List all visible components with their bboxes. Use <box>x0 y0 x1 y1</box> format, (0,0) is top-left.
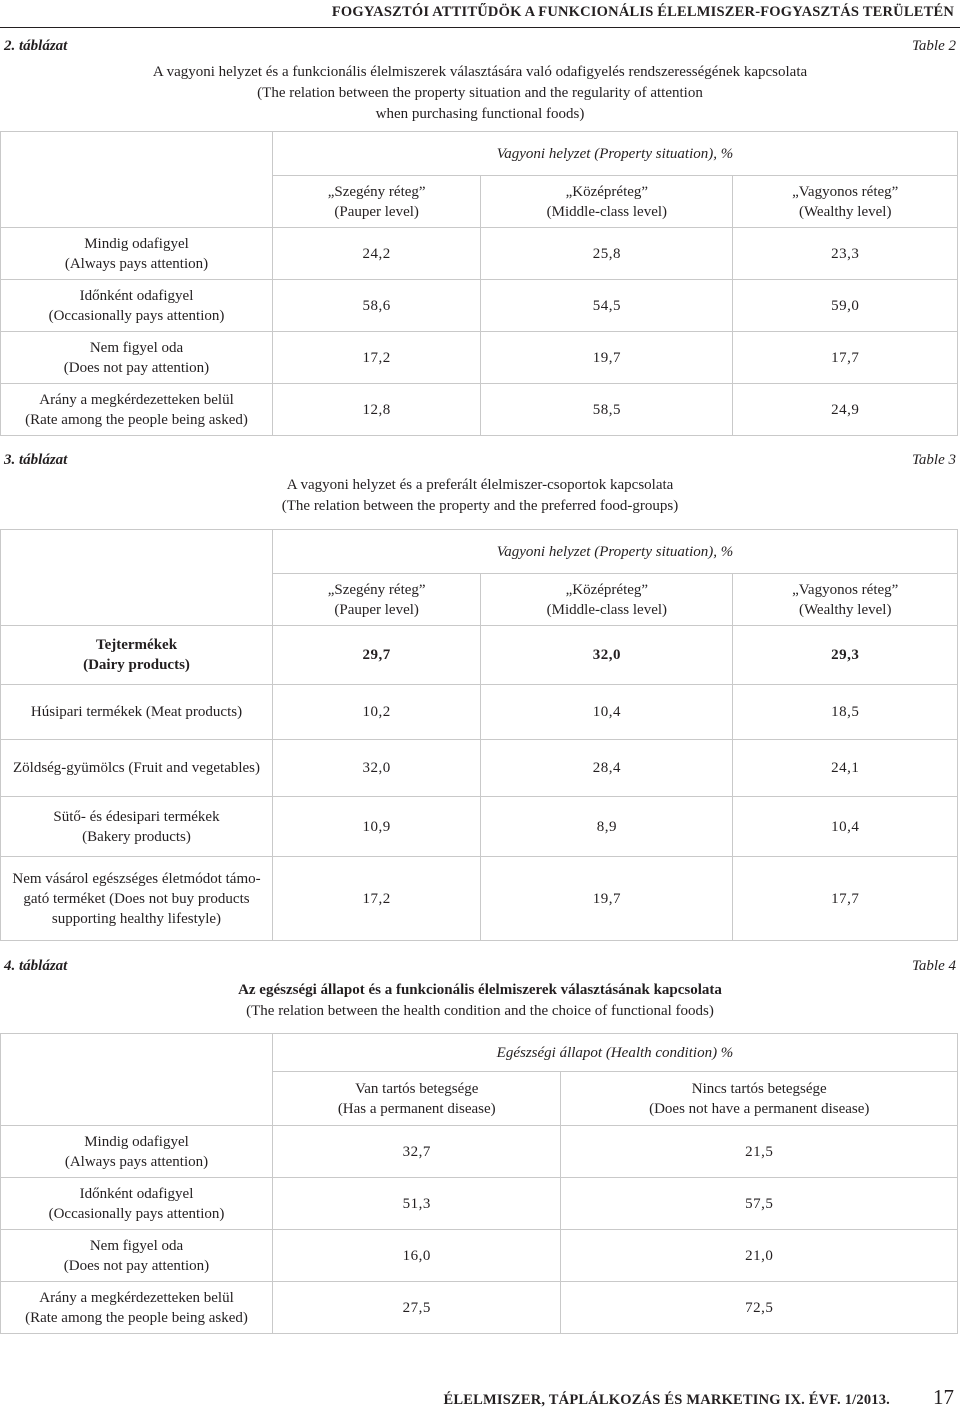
table4-label-hu: 4. táblázat <box>4 958 68 974</box>
cell: 19,7 <box>481 857 733 941</box>
table2-title-en-1: (The relation between the property situation and the regularity of attention <box>257 85 703 101</box>
table4-span-header: Egészségi állapot (Health condition) % <box>273 1034 958 1072</box>
cell: 29,3 <box>733 626 958 685</box>
cell: 21,5 <box>561 1126 958 1178</box>
cell: 17,7 <box>733 857 958 941</box>
cell: 28,4 <box>481 740 733 797</box>
cell: 32,7 <box>273 1126 561 1178</box>
row-label: Időnként odafigyel (Occasionally pays attention) <box>1 1178 273 1230</box>
journal-footer: ÉLELMISZER, TÁPLÁLKOZÁS ÉS MARKETING IX. ÉVF. 1/2013. <box>443 1392 890 1408</box>
cell: 58,6 <box>273 280 481 332</box>
table2-corner <box>1 132 273 228</box>
cell: 17,2 <box>273 332 481 384</box>
page-number: 17 <box>933 1385 954 1409</box>
table3-span-header: Vagyoni helyzet (Property situation), % <box>273 530 958 574</box>
table-row <box>1 1282 958 1334</box>
cell: 25,8 <box>481 228 733 280</box>
cell: 10,4 <box>481 685 733 740</box>
cell: 10,2 <box>273 685 481 740</box>
table-row <box>1 1178 958 1230</box>
cell: 17,7 <box>733 332 958 384</box>
table2-col-2: „Vagyonos réteg” (Wealthy level) <box>733 176 958 228</box>
table-row <box>1 332 958 384</box>
cell: 12,8 <box>273 384 481 436</box>
table2-title-hu: A vagyoni helyzet és a funkcionális élelmiszerek választására való odafigyelés rendszerességének kapcsolata <box>152 64 808 80</box>
table3-title-en: (The relation between the property and the preferred food-groups) <box>281 498 679 514</box>
cell: 72,5 <box>561 1282 958 1334</box>
cell: 23,3 <box>733 228 958 280</box>
cell: 10,4 <box>733 797 958 857</box>
row-label: Nem figyel oda (Does not pay attention) <box>1 332 273 384</box>
cell: 54,5 <box>481 280 733 332</box>
row-label: Mindig odafigyel (Always pays attention) <box>1 228 273 280</box>
table3-corner <box>1 530 273 626</box>
row-label: Mindig odafigyel (Always pays attention) <box>1 1126 273 1178</box>
table4-caption <box>0 980 960 1022</box>
cell: 24,2 <box>273 228 481 280</box>
cell: 24,9 <box>733 384 958 436</box>
cell: 59,0 <box>733 280 958 332</box>
table-row <box>1 626 958 685</box>
cell: 10,9 <box>273 797 481 857</box>
table4-col-1: Nincs tartós betegsége (Does not have a permanent disease) <box>561 1072 958 1126</box>
header-rule <box>0 27 960 28</box>
running-head: FOGYASZTÓI ATTITŰDÖK A FUNKCIONÁLIS ÉLELMISZER-FOGYASZTÁS TERÜLETÉN <box>331 4 954 20</box>
table-row <box>1 228 958 280</box>
table4-label-en: Table 4 <box>911 958 956 974</box>
cell: 32,0 <box>481 626 733 685</box>
table4-corner <box>1 1034 273 1126</box>
cell: 57,5 <box>561 1178 958 1230</box>
cell: 21,0 <box>561 1230 958 1282</box>
table3 <box>0 529 958 941</box>
table-row <box>1 685 958 740</box>
table-row <box>1 1126 958 1178</box>
table2-label-en: Table 2 <box>911 38 956 54</box>
cell: 29,7 <box>273 626 481 685</box>
cell: 19,7 <box>481 332 733 384</box>
cell: 18,5 <box>733 685 958 740</box>
table-row <box>1 1230 958 1282</box>
cell: 27,5 <box>273 1282 561 1334</box>
table4-col-0: Van tartós betegsége (Has a permanent disease) <box>273 1072 561 1126</box>
table-row <box>1 280 958 332</box>
row-label: Időnként odafigyel (Occasionally pays attention) <box>1 280 273 332</box>
table-row <box>1 857 958 941</box>
table2-label-hu: 2. táblázat <box>4 38 68 54</box>
table4 <box>0 1033 958 1334</box>
table3-caption <box>0 475 960 517</box>
table2-title-en-2: when purchasing functional foods) <box>375 106 585 122</box>
table3-label-en: Table 3 <box>911 452 956 468</box>
table3-label-hu: 3. táblázat <box>4 452 68 468</box>
row-label: Zöldség-gyümölcs (Fruit and vegetables) <box>1 740 273 797</box>
cell: 51,3 <box>273 1178 561 1230</box>
table2-caption <box>0 62 960 125</box>
row-label: Nem figyel oda (Does not pay attention) <box>1 1230 273 1282</box>
cell: 32,0 <box>273 740 481 797</box>
table3-title-hu: A vagyoni helyzet és a preferált élelmiszer-csoportok kapcsolata <box>286 477 674 493</box>
row-label: Húsipari termékek (Meat products) <box>1 685 273 740</box>
row-label: Tejtermékek (Dairy products) <box>1 626 273 685</box>
table-row <box>1 740 958 797</box>
table2-col-1: „Középréteg” (Middle-class level) <box>481 176 733 228</box>
table4-title-en: (The relation between the health condition and the choice of functional foods) <box>246 1003 714 1019</box>
table3-col-1: „Középréteg” (Middle-class level) <box>481 574 733 626</box>
row-label: Arány a megkérdezetteken belül (Rate among the people being asked) <box>1 384 273 436</box>
cell: 58,5 <box>481 384 733 436</box>
table2-span-header: Vagyoni helyzet (Property situation), % <box>273 132 958 176</box>
row-label: Sütő- és édesipari termékek (Bakery products) <box>1 797 273 857</box>
row-label: Nem vásárol egészséges életmódot támo- gató terméket (Does not buy products supporting healthy lifestyle) <box>1 857 273 941</box>
table-row <box>1 384 958 436</box>
cell: 24,1 <box>733 740 958 797</box>
table-row <box>1 797 958 857</box>
row-label: Arány a megkérdezetteken belül (Rate among the people being asked) <box>1 1282 273 1334</box>
table2-col-0: „Szegény réteg” (Pauper level) <box>273 176 481 228</box>
cell: 17,2 <box>273 857 481 941</box>
table2 <box>0 131 958 436</box>
table3-col-0: „Szegény réteg” (Pauper level) <box>273 574 481 626</box>
table4-title-hu: Az egészségi állapot és a funkcionális élelmiszerek választásának kapcsolata <box>238 982 722 998</box>
cell: 16,0 <box>273 1230 561 1282</box>
cell: 8,9 <box>481 797 733 857</box>
table3-col-2: „Vagyonos réteg” (Wealthy level) <box>733 574 958 626</box>
